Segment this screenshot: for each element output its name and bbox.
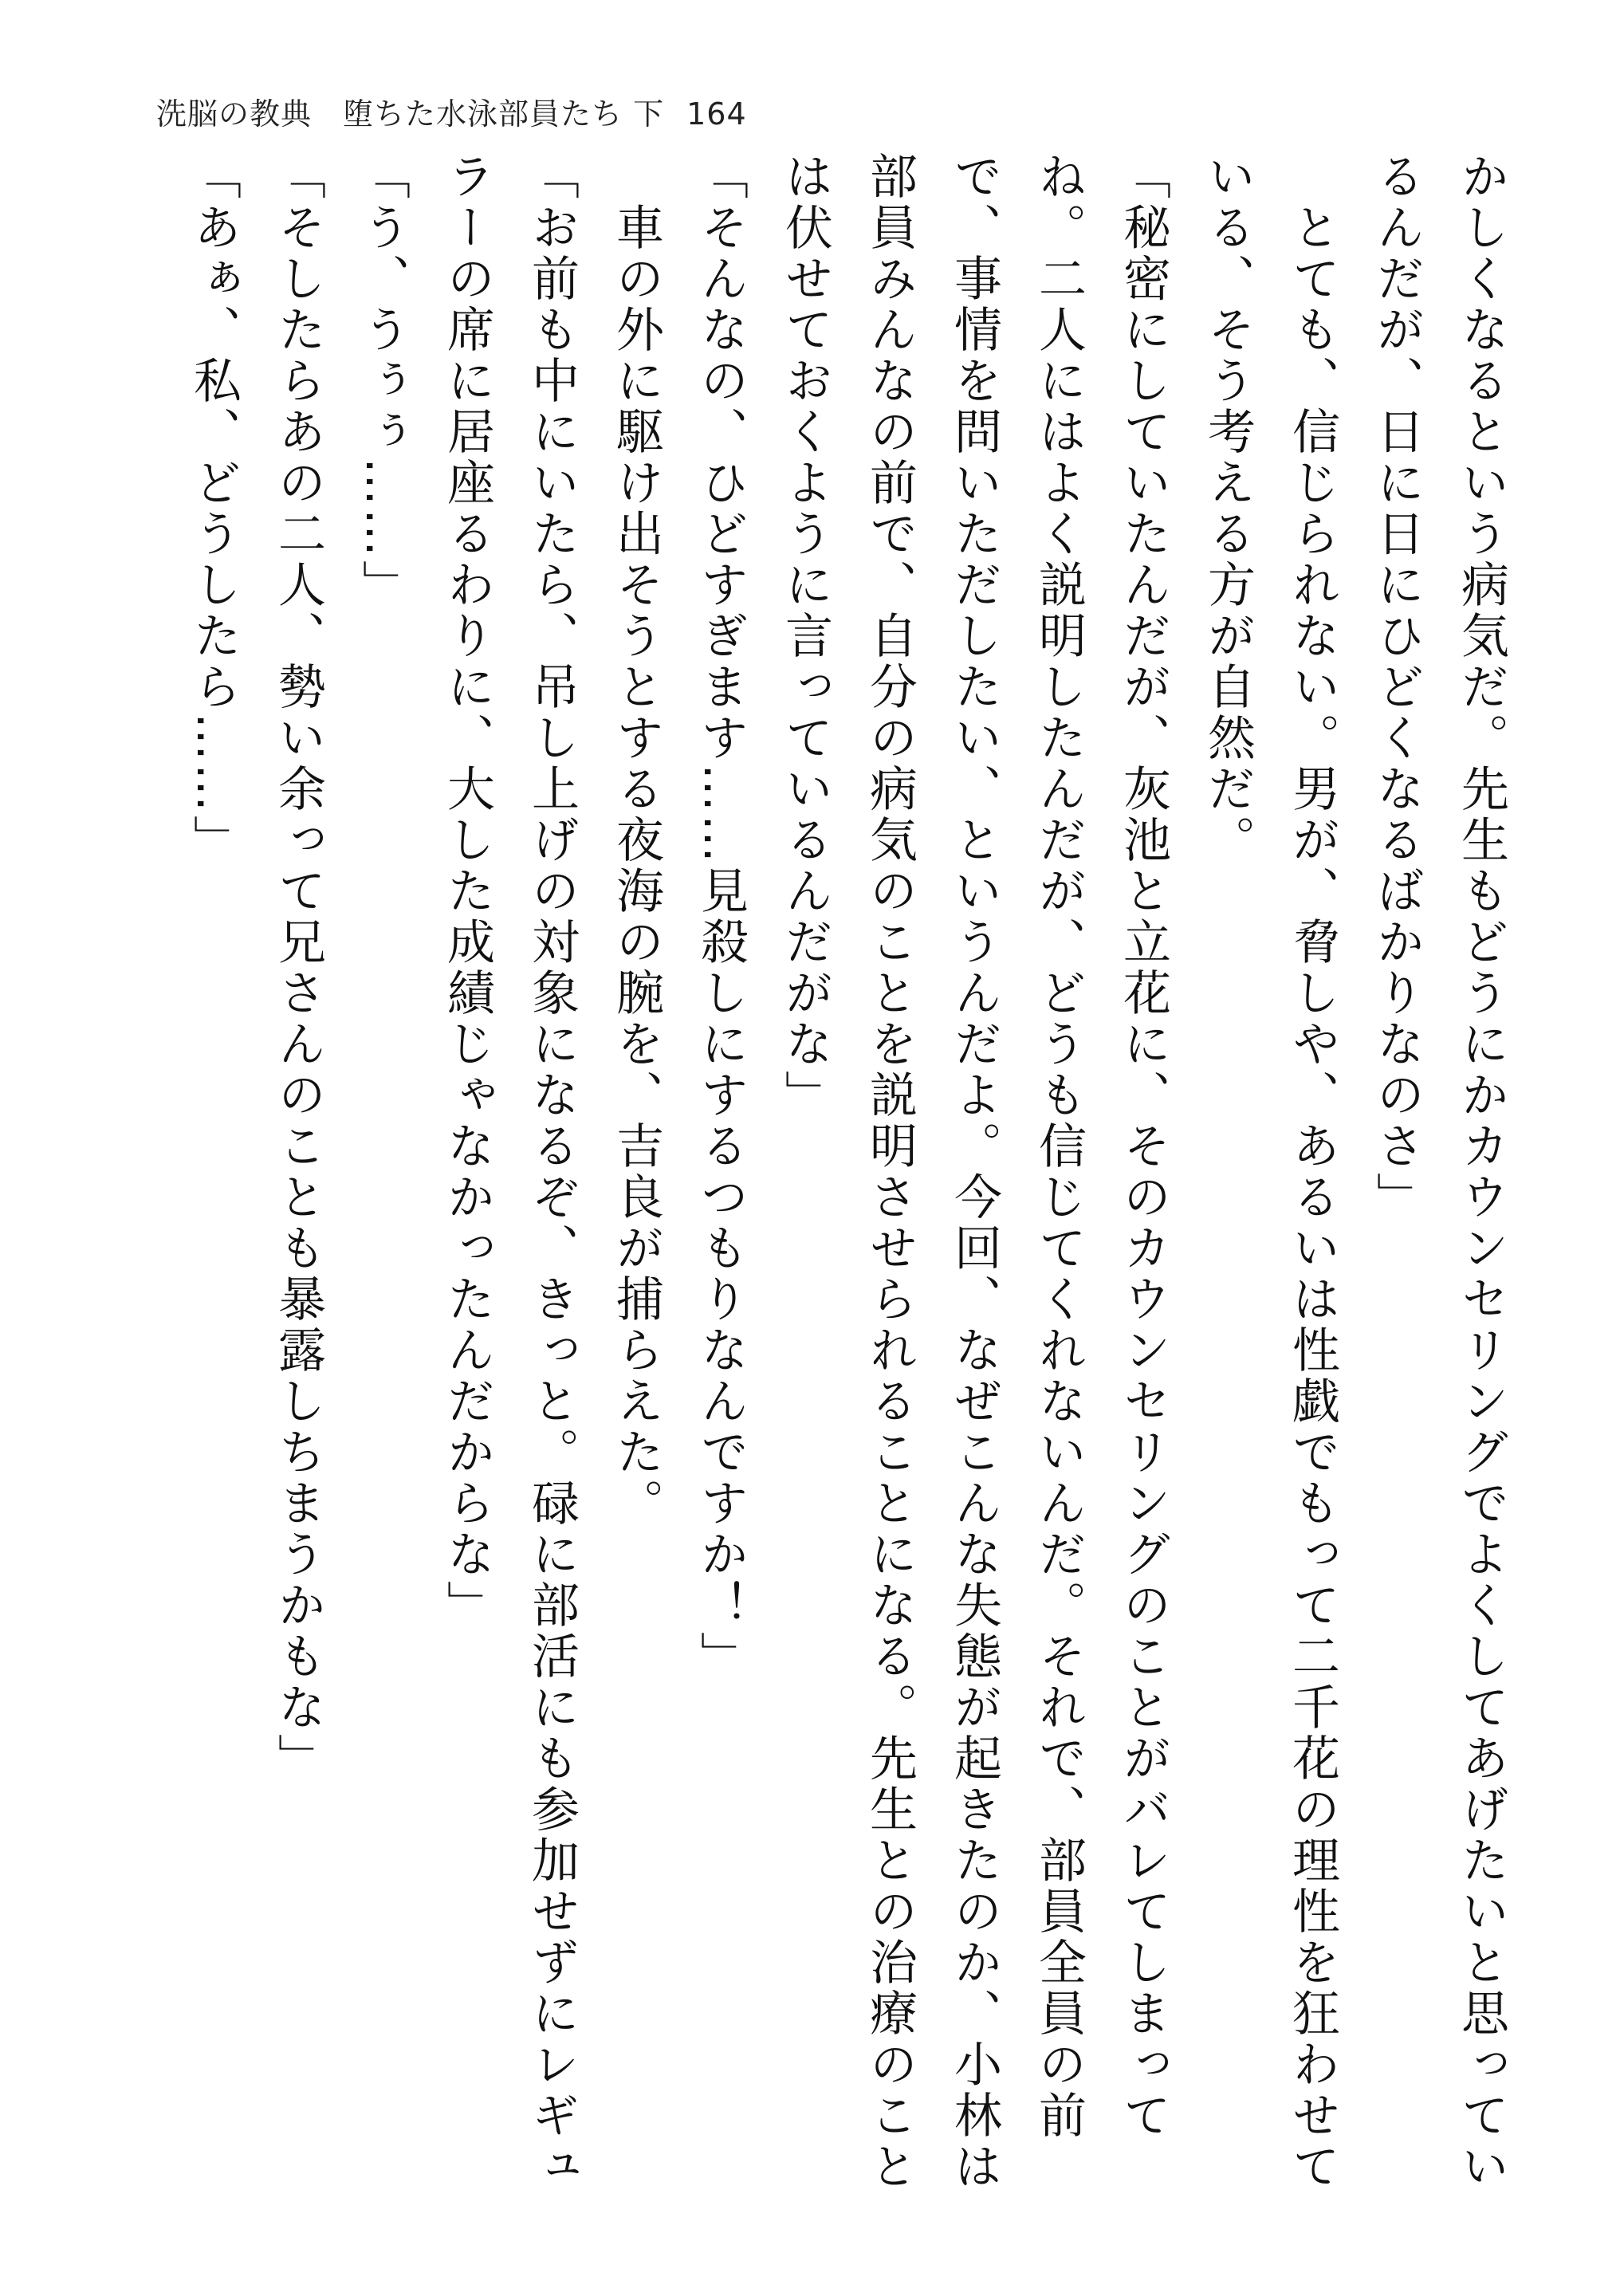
vertical-text-body [136,151,1524,2192]
text-line: 「秘密にしていたんだが、灰池と立花に、そのカウンセリングのことがバレてしまって [1115,151,1171,2141]
text-line: は伏せておくように言っているんだがな」 [777,151,833,1121]
text-line: とても、信じられない。男が、脅しや、あるいは性戯でもって二千花の理性を狂わせて [1284,151,1340,2192]
page-number: 164 [686,96,747,132]
text-line: で、事情を問いただしたい、というんだよ。今回、なぜこんな失態が起きたのか、小林は [946,151,1002,2192]
text-line: 車の外に駆け出そうとする夜海の腕を、吉良が捕らえた。 [608,151,664,1529]
text-line: ね。二人にはよく説明したんだが、どうも信じてくれないんだ。それで、部員全員の前 [1031,151,1087,2141]
text-line: いる、そう考える方が自然だ。 [1200,151,1256,866]
running-header [156,89,747,133]
text-line: 「お前も中にいたら、吊し上げの対象になるぞ、きっと。碌に部活にも参加せずにレギュ [524,151,580,2192]
text-line: 「あぁ、私、どうしたら……」 [186,151,242,866]
text-line: 部員みんなの前で、自分の病気のことを説明させられることになる。先生との治療のこと [862,151,918,2192]
book-title: 洗脳の教典 堕ちた水泳部員たち 下 [156,96,665,132]
text-line: 「そんなの、ひどすぎます……見殺しにするつもりなんですか！」 [693,151,749,1682]
text-line: ラーの席に居座るわりに、大した成績じゃなかったんだからな」 [439,151,495,1631]
text-line: 「う、うぅぅ……」 [355,151,411,611]
text-line: 「そしたらあの二人、勢い余って兄さんのことも暴露しちまうかもな」 [270,151,326,1784]
text-line: かしくなるという病気だ。先生もどうにかカウンセリングでよくしてあげたいと思ってい [1453,151,1509,2192]
text-line: るんだが、日に日にひどくなるばかりなのさ」 [1369,151,1425,1223]
